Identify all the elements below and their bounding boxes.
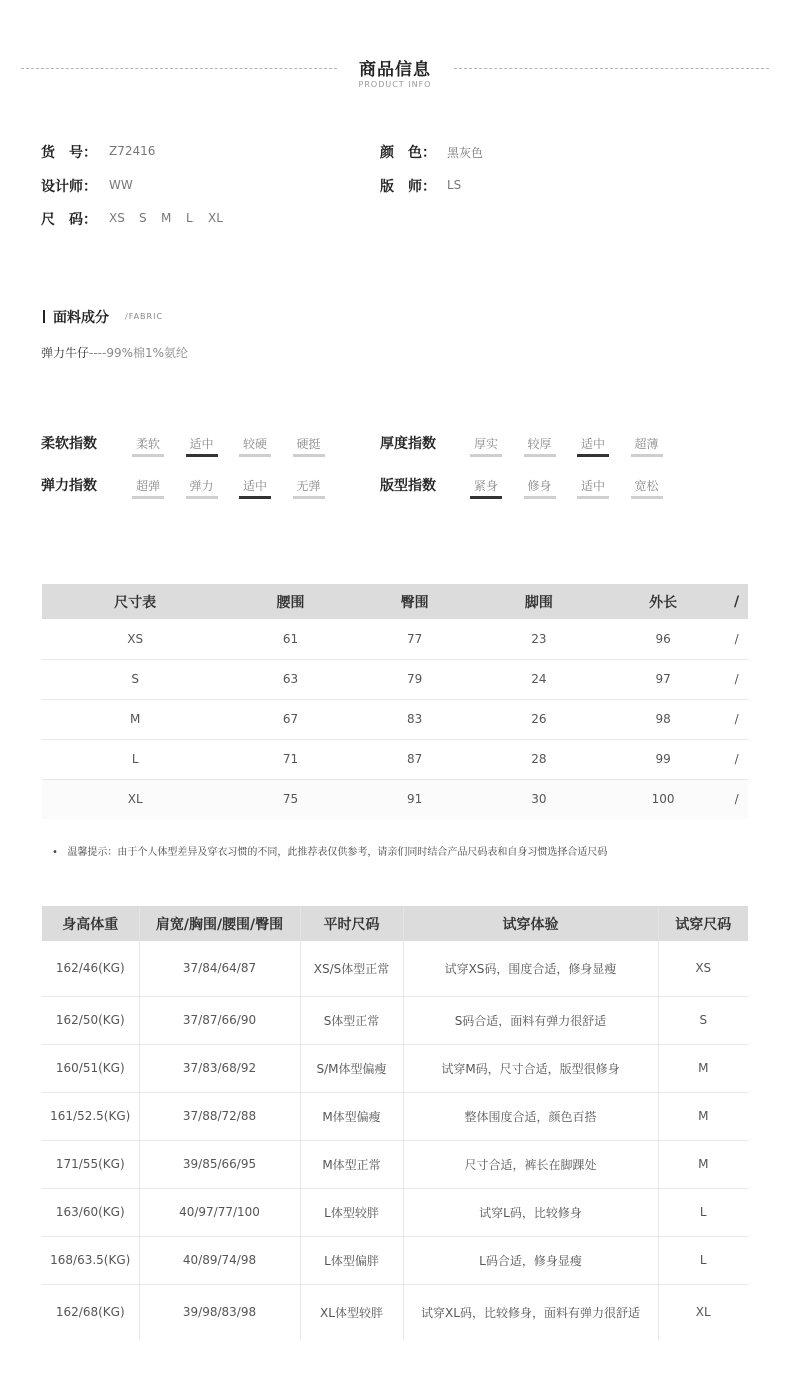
index-option-label: 无弹 — [296, 479, 321, 493]
table-cell: 162/46(KG) — [42, 941, 139, 996]
index-option-label: 适中 — [580, 479, 605, 493]
section-subtitle: PRODUCT INFO — [358, 80, 432, 89]
index-option-label: 较硬 — [242, 437, 267, 451]
table-cell: L码合适，修身显瘦 — [403, 1236, 658, 1284]
table-cell: 87 — [353, 739, 477, 779]
table-cell: 试穿XS码，围度合适，修身显瘦 — [403, 941, 658, 996]
table-cell: 63 — [228, 659, 352, 699]
index-selected-underline — [470, 496, 502, 499]
index-underline — [293, 454, 325, 457]
table-cell: L — [658, 1188, 748, 1236]
table-cell: XL — [42, 779, 228, 819]
table-cell: 39/85/66/95 — [139, 1140, 300, 1188]
table-cell: 30 — [477, 779, 601, 819]
size-table-header: 腰围 — [228, 584, 352, 619]
index-option-label: 超弹 — [135, 479, 160, 493]
table-cell: XS — [658, 941, 748, 996]
table-cell: S — [42, 659, 228, 699]
table-cell: 试穿M码，尺寸合适，版型很修身 — [403, 1044, 658, 1092]
table-cell: S — [658, 996, 748, 1044]
index-underline — [524, 454, 556, 457]
table-cell: M体型偏瘦 — [300, 1092, 403, 1140]
index-option-label: 硬挺 — [296, 437, 321, 451]
table-cell: 168/63.5(KG) — [42, 1236, 139, 1284]
pattern-maker-value: LS — [447, 178, 462, 192]
table-cell: 26 — [477, 699, 601, 739]
table-cell: 160/51(KG) — [42, 1044, 139, 1092]
size-xs: XS — [109, 211, 125, 225]
section-title: 商品信息 — [359, 60, 431, 80]
size-table-header: 臀围 — [353, 584, 477, 619]
try-on-table-header: 身高体重 — [42, 906, 139, 941]
table-cell: 23 — [477, 619, 601, 659]
table-cell: 尺寸合适，裤长在脚踝处 — [403, 1140, 658, 1188]
table-cell: / — [725, 699, 748, 739]
index-option-label: 超薄 — [634, 437, 659, 451]
table-cell: 试穿L码，比较修身 — [403, 1188, 658, 1236]
table-cell: 171/55(KG) — [42, 1140, 139, 1188]
designer-value: WW — [109, 178, 133, 192]
size-xl: XL — [208, 211, 223, 225]
table-cell: S/M体型偏瘦 — [300, 1044, 403, 1092]
table-cell: S码合适，面料有弹力很舒适 — [403, 996, 658, 1044]
table-cell: 71 — [228, 739, 352, 779]
item-no-label: 货 号： — [41, 145, 97, 161]
fit-index-option — [524, 477, 556, 494]
table-row — [42, 1140, 748, 1188]
index-underline — [470, 454, 502, 457]
table-cell: M — [658, 1092, 748, 1140]
table-cell: 97 — [601, 659, 725, 699]
softness-index-title: 柔软指数 — [41, 436, 97, 452]
table-cell: 162/50(KG) — [42, 996, 139, 1044]
table-cell: M — [658, 1044, 748, 1092]
table-cell: 37/83/68/92 — [139, 1044, 300, 1092]
index-underline — [293, 496, 325, 499]
index-underline — [631, 454, 663, 457]
fit-index-title: 版型指数 — [380, 478, 436, 494]
size-table-header: 脚围 — [477, 584, 601, 619]
table-cell: L体型较胖 — [300, 1188, 403, 1236]
elasticity-index-option — [132, 477, 164, 494]
table-cell: 67 — [228, 699, 352, 739]
size-tip: • 温馨提示：由于个人体型差异及穿衣习惯的不同，此推荐表仅供参考，请亲们同时结合产品尺码表和自身习惯选择合适尺码 — [52, 847, 608, 858]
index-option-label: 厚实 — [473, 437, 498, 451]
fabric-percent: ----99%棉1%氨纶 — [89, 346, 189, 360]
index-underline — [631, 496, 663, 499]
table-cell: L — [658, 1236, 748, 1284]
table-cell: S体型正常 — [300, 996, 403, 1044]
fabric-composition — [41, 344, 188, 361]
thickness-index-option — [524, 435, 556, 452]
thickness-index-option — [470, 435, 502, 452]
index-underline — [577, 496, 609, 499]
table-cell: 161/52.5(KG) — [42, 1092, 139, 1140]
fabric-title: 面料成分 — [53, 310, 109, 326]
table-cell: 37/88/72/88 — [139, 1092, 300, 1140]
index-option-label: 紧身 — [473, 479, 498, 493]
index-selected-underline — [239, 496, 271, 499]
table-row — [42, 779, 748, 819]
table-cell: 37/87/66/90 — [139, 996, 300, 1044]
fabric-title-bar — [43, 310, 45, 323]
try-on-table-header: 平时尺码 — [300, 906, 403, 941]
color-label: 颜 色： — [380, 145, 436, 161]
table-cell: 61 — [228, 619, 352, 659]
index-option-label: 适中 — [580, 437, 605, 451]
table-cell: 试穿XL码，比较修身，面料有弹力很舒适 — [403, 1284, 658, 1340]
index-option-label: 适中 — [242, 479, 267, 493]
table-row — [42, 996, 748, 1044]
designer-label: 设计师： — [41, 179, 97, 195]
thickness-index-option — [577, 435, 609, 452]
index-selected-underline — [186, 454, 218, 457]
table-cell: 40/89/74/98 — [139, 1236, 300, 1284]
table-cell: 162/68(KG) — [42, 1284, 139, 1340]
table-cell: / — [725, 779, 748, 819]
size-chart-table — [42, 584, 748, 819]
table-cell: XS — [42, 619, 228, 659]
table-row — [42, 1092, 748, 1140]
fabric-subtitle: /FABRIC — [125, 312, 164, 321]
index-option-label: 修身 — [527, 479, 552, 493]
index-option-label: 较厚 — [527, 437, 552, 451]
table-cell: 83 — [353, 699, 477, 739]
elasticity-index-title: 弹力指数 — [41, 478, 97, 494]
try-on-table-header: 试穿尺码 — [658, 906, 748, 941]
table-cell: 77 — [353, 619, 477, 659]
size-m: M — [161, 211, 172, 225]
fit-index-option — [631, 477, 663, 494]
table-row — [42, 1044, 748, 1092]
table-cell: 40/97/77/100 — [139, 1188, 300, 1236]
table-cell: / — [725, 659, 748, 699]
pattern-maker-label: 版 师： — [380, 179, 436, 195]
size-table-header: 外长 — [601, 584, 725, 619]
table-cell: L体型偏胖 — [300, 1236, 403, 1284]
table-cell: 96 — [601, 619, 725, 659]
size-label: 尺 码： — [41, 212, 97, 228]
table-cell: 28 — [477, 739, 601, 779]
fit-index-option — [470, 477, 502, 494]
table-cell: 98 — [601, 699, 725, 739]
table-cell: XL — [695, 1305, 711, 1320]
index-underline — [132, 454, 164, 457]
softness-index-option — [293, 435, 325, 452]
fabric-name: 弹力牛仔 — [41, 346, 90, 360]
index-option-label: 适中 — [189, 437, 214, 451]
index-underline — [524, 496, 556, 499]
table-cell: L — [42, 739, 228, 779]
size-s: S — [139, 211, 147, 225]
table-cell: 37/84/64/87 — [139, 941, 300, 996]
color-value: 黑灰色 — [447, 146, 484, 160]
table-row — [42, 941, 748, 996]
size-table-header: 尺寸表 — [42, 584, 228, 619]
index-underline — [239, 454, 271, 457]
table-cell: / — [725, 739, 748, 779]
table-row — [42, 1188, 748, 1236]
index-underline — [186, 496, 218, 499]
softness-index-option — [186, 435, 218, 452]
table-row — [42, 619, 748, 659]
item-no-value: Z72416 — [109, 144, 156, 158]
table-cell: 79 — [353, 659, 477, 699]
table-cell: 24 — [477, 659, 601, 699]
table-cell: 39/98/83/98 — [139, 1284, 300, 1340]
table-cell: 99 — [601, 739, 725, 779]
index-underline — [132, 496, 164, 499]
elasticity-index-option — [239, 477, 271, 494]
thickness-index-option — [631, 435, 663, 452]
table-cell: M体型正常 — [300, 1140, 403, 1188]
table-cell: / — [725, 619, 748, 659]
table-cell: M — [42, 699, 228, 739]
softness-index-option — [239, 435, 271, 452]
try-on-table-header: 肩宽/胸围/腰围/臀围 — [139, 906, 300, 941]
size-tip-text: 温馨提示：由于个人体型差异及穿衣习惯的不同，此推荐表仅供参考，请亲们同时结合产品尺码表和自身习惯选择合适尺码 — [67, 847, 608, 858]
table-row — [42, 1236, 748, 1284]
index-option-label: 柔软 — [135, 437, 160, 451]
table-cell: 75 — [228, 779, 352, 819]
table-cell: 163/60(KG) — [42, 1188, 139, 1236]
index-option-label: 宽松 — [634, 479, 659, 493]
index-option-label: 弹力 — [189, 479, 214, 493]
elasticity-index-option — [186, 477, 218, 494]
table-row — [42, 699, 748, 739]
table-cell: XL体型较胖 — [300, 1284, 403, 1340]
try-on-table-header: 试穿体验 — [403, 906, 658, 941]
fit-index-option — [577, 477, 609, 494]
table-cell: 整体围度合适，颜色百搭 — [403, 1092, 658, 1140]
table-cell: M — [658, 1140, 748, 1188]
table-row — [42, 739, 748, 779]
thickness-index-title: 厚度指数 — [380, 436, 436, 452]
table-row — [42, 659, 748, 699]
size-l: L — [186, 211, 193, 225]
size-table-header: / — [725, 584, 748, 619]
index-selected-underline — [577, 454, 609, 457]
try-on-table — [42, 906, 748, 1340]
elasticity-index-option — [293, 477, 325, 494]
softness-index-option — [132, 435, 164, 452]
table-row — [42, 1284, 748, 1340]
table-cell: XS/S体型正常 — [300, 941, 403, 996]
table-cell: 91 — [353, 779, 477, 819]
table-cell: 100 — [601, 779, 725, 819]
